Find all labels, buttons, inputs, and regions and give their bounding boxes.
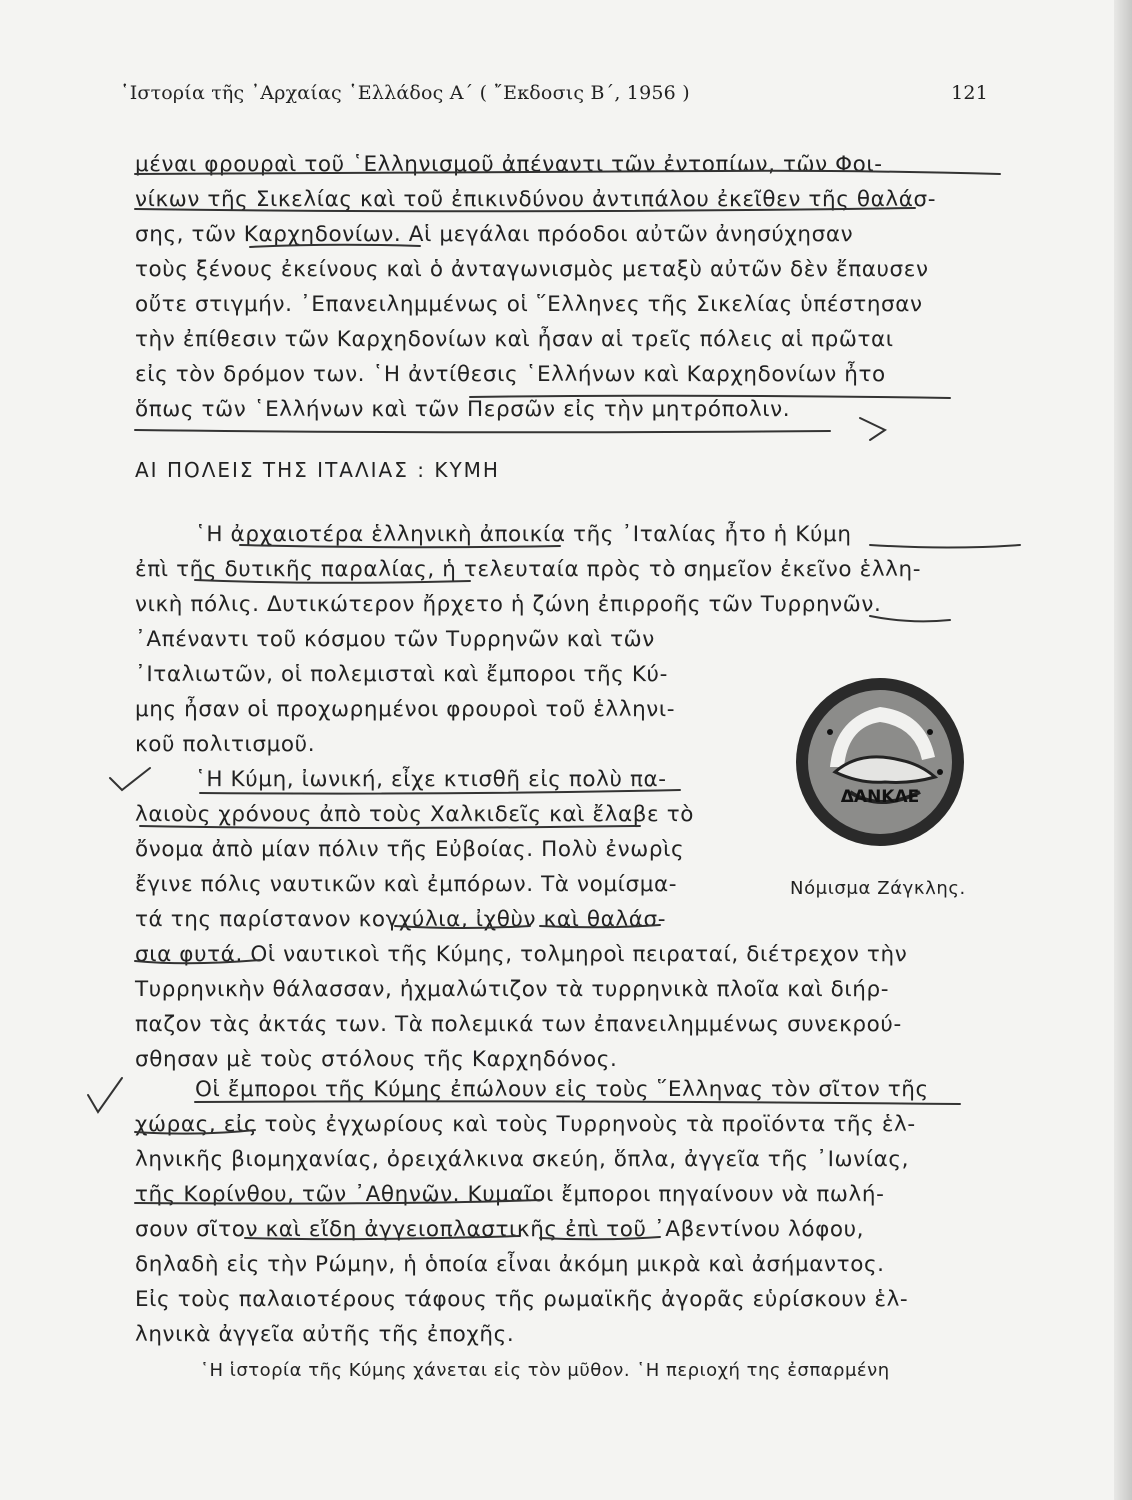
coin-legend: ΔΑΝΚΛΕ (840, 787, 920, 807)
pencil-underline (135, 430, 830, 432)
section-title: ΑΙ ΠΟΛΕΙΣ ΤΗΣ ΙΤΑΛΙΑΣ : ΚΥΜΗ (135, 458, 500, 482)
coin-dot (937, 769, 943, 775)
text-line: νικὴ πόλις. Δυτικώτερον ἤρχετο ἡ ζώνη ἐπιρροῆς τῶν Τυρρηνῶν. (135, 592, 882, 617)
paragraph-4 (135, 1072, 1010, 1352)
text-line: χώρας, εἰς τοὺς ἐγχωρίους καὶ τοὺς Τυρρηνοὺς τὰ προϊόντα τῆς ἑλ- (135, 1112, 916, 1137)
text-line: ληνικὰ ἀγγεῖα αὐτῆς τῆς ἐποχῆς. (135, 1322, 515, 1347)
text-line: σθησαν μὲ τοὺς στόλους τῆς Καρχηδόνος. (135, 1047, 618, 1072)
text-line: νίκων τῆς Σικελίας καὶ τοῦ ἐπικινδύνου ἀντιπάλου ἐκεῖθεν τῆς θαλάσ- (135, 187, 937, 212)
coin-caption: Νόμισμα Ζάγκλης. (790, 878, 966, 899)
running-header (120, 82, 1000, 104)
text-line: σια φυτά. Οἱ ναυτικοὶ τῆς Κύμης, τολμηροὶ πειραταί, διέτρεχον τὴν (135, 942, 908, 967)
paragraph-1 (135, 147, 1010, 427)
page-edge-shadow (1114, 0, 1132, 1500)
text-line: Οἱ ἔμποροι τῆς Κύμης ἐπώλουν εἰς τοὺς ῞Ελληνας τὸν σῖτον τῆς (195, 1077, 929, 1102)
text-line: ὄνομα ἀπὸ μίαν πόλιν τῆς Εὐβοίας. Πολὺ ἐνωρὶς (135, 837, 685, 862)
text-line: κοῦ πολιτισμοῦ. (135, 732, 316, 757)
text-line: σης, τῶν Καρχηδονίων. Αἱ μεγάλαι πρόοδοι αὐτῶν ἀνησύχησαν (135, 222, 854, 247)
text-line: οὔτε στιγμήν. ᾿Επανειλημμένως οἱ ῞Ελληνες τῆς Σικελίας ὑπέστησαν (135, 292, 923, 317)
coin-illustration (790, 672, 970, 852)
text-line: μης ἦσαν οἱ προχωρημένοι φρουροὶ τοῦ ἑλληνι- (135, 697, 676, 722)
text-line: σουν σῖτον καὶ εἴδη ἀγγειοπλαστικῆς ἐπὶ τοῦ ᾿Αβεντίνου λόφου, (135, 1217, 865, 1242)
text-line: ᾿Απέναντι τοῦ κόσμου τῶν Τυρρηνῶν καὶ τῶν (135, 627, 655, 652)
pencil-checkmark (88, 1078, 122, 1112)
text-line: μέναι φρουραὶ τοῦ ῾Ελληνισμοῦ ἀπέναντι τῶν ἐντοπίων, τῶν Φοι- (135, 152, 883, 177)
page-number: 121 (951, 82, 988, 104)
text-line: τοὺς ξένους ἐκείνους καὶ ὁ ἀνταγωνισμὸς μεταξὺ αὐτῶν δὲν ἔπαυσεν (135, 257, 929, 282)
text-line: ῾Η ἀρχαιοτέρα ἑλληνικὴ ἀποικία τῆς ᾿Ιταλίας ἦτο ἡ Κύμη (195, 522, 852, 547)
text-line: δηλαδὴ εἰς τὴν Ρώμην, ἡ ὁποία εἶναι ἀκόμη μικρὰ καὶ ἀσήμαντος. (135, 1252, 885, 1277)
text-line: Τυρρηνικὴν θάλασσαν, ἠχμαλώτιζον τὰ τυρρηνικὰ πλοῖα καὶ διήρ- (135, 977, 890, 1002)
text-line: τὴν ἐπίθεσιν τῶν Καρχηδονίων καὶ ἦσαν αἱ τρεῖς πόλεις αἱ πρῶται (135, 327, 894, 352)
text-line: ὅπως τῶν ῾Ελλήνων καὶ τῶν Περσῶν εἰς τὴν μητρόπολιν. (135, 397, 791, 422)
text-line: εἰς τὸν δρόμον των. ῾Η ἀντίθεσις ῾Ελλήνων καὶ Καρχηδονίων ἦτο (135, 362, 886, 387)
text-line: τῆς Κορίνθου, τῶν ᾿Αθηνῶν. Κυμαῖοι ἔμποροι πηγαίνουν νὰ πωλή- (135, 1182, 885, 1207)
footnote-line: ῾Η ἱστορία τῆς Κύμης χάνεται εἰς τὸν μῦθον. ῾Η περιοχή της ἐσπαρμένη (200, 1360, 890, 1381)
text-line: λαιοὺς χρόνους ἀπὸ τοὺς Χαλκιδεῖς καὶ ἔλαβε τὸ (135, 802, 695, 827)
coin-dot (927, 729, 933, 735)
coin-dot (827, 729, 833, 735)
text-line: Εἰς τοὺς παλαιοτέρους τάφους τῆς ρωμαϊκῆς ἀγορᾶς εὑρίσκουν ἑλ- (135, 1287, 909, 1312)
text-line: ᾿Ιταλιωτῶν, οἱ πολεμισταὶ καὶ ἔμποροι τῆς Κύ- (135, 662, 668, 687)
text-line: τά της παρίστανον κογχύλια, ἰχθὺν καὶ θαλάσ- (135, 907, 667, 932)
text-line: παζον τὰς ἀκτάς των. Τὰ πολεμικά των ἐπανειλημμένως συνεκρού- (135, 1012, 902, 1037)
header-title: ῾Ιστορία τῆς ᾿Αρχαίας ῾Ελλάδος Α΄ ( ῎Εκδοσις Β΄, 1956 ) (120, 82, 690, 104)
text-line: ἐπὶ τῆς δυτικῆς παραλίας, ἡ τελευταία πρὸς τὸ σημεῖον ἐκεῖνο ἑλλη- (135, 557, 922, 582)
text-line: ῾Η Κύμη, ἰωνική, εἶχε κτισθῆ εἰς πολὺ πα- (195, 767, 667, 792)
text-line: ἔγινε πόλις ναυτικῶν καὶ ἐμπόρων. Τὰ νομίσμα- (135, 872, 678, 897)
text-line: ληνικῆς βιομηχανίας, ὀρειχάλκινα σκεύη, ὅπλα, ἀγγεῖα τῆς ᾿Ιωνίας, (135, 1147, 910, 1172)
